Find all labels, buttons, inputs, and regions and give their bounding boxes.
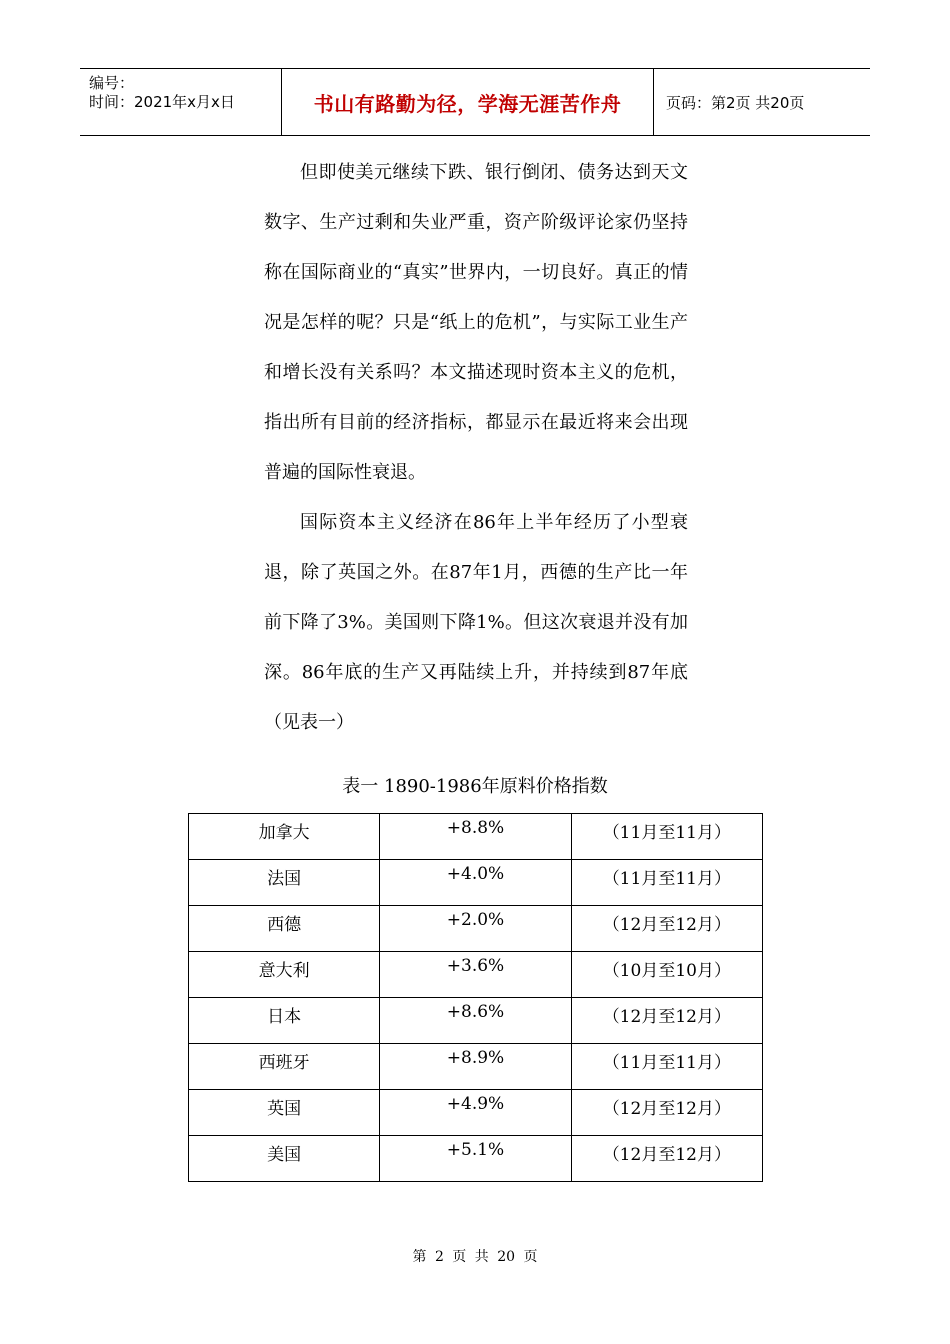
change-cell: +3.6%	[380, 952, 571, 998]
table-row	[189, 1090, 763, 1136]
country-cell: 加拿大	[189, 814, 380, 860]
document-time-label: 时间：2021年x月x日	[89, 93, 235, 111]
country-cell: 法国	[189, 860, 380, 906]
country-cell: 日本	[189, 998, 380, 1044]
price-index-table	[188, 813, 763, 1182]
country-cell: 西班牙	[189, 1044, 380, 1090]
country-cell: 意大利	[189, 952, 380, 998]
country-cell: 美国	[189, 1136, 380, 1182]
country-cell: 西德	[189, 906, 380, 952]
period-cell: （12月至12月）	[571, 1090, 762, 1136]
header-meta-cell	[80, 69, 282, 135]
change-cell: +8.8%	[380, 814, 571, 860]
table-row	[189, 906, 763, 952]
period-cell: （12月至12月）	[571, 906, 762, 952]
change-cell: +8.9%	[380, 1044, 571, 1090]
header-page-label: 页码：第2页 共20页	[666, 93, 805, 112]
header-motto: 书山有路勤为径，学海无涯苦作舟	[313, 91, 622, 116]
change-cell: +8.6%	[380, 998, 571, 1044]
table-row	[189, 860, 763, 906]
body-text	[264, 148, 688, 748]
change-cell: +5.1%	[380, 1136, 571, 1182]
change-cell: +4.0%	[380, 860, 571, 906]
change-cell: +2.0%	[380, 906, 571, 952]
paragraph: 国际资本主义经济在86年上半年经历了小型衰退，除了英国之外。在87年1月，西德的生产比一年前下降了3%。美国则下降1%。但这次衰退并没有加深。86年底的生产又再陆续上升，并持续到87年底（见表一）	[264, 512, 688, 733]
period-cell: （11月至11月）	[571, 814, 762, 860]
document-number-label: 编号：	[89, 74, 135, 92]
change-cell: +4.9%	[380, 1090, 571, 1136]
table-caption: 表一 1890-1986年原料价格指数	[342, 776, 608, 797]
period-cell: （12月至12月）	[571, 998, 762, 1044]
header-table	[80, 68, 870, 136]
period-cell: （12月至12月）	[571, 1136, 762, 1182]
table-row	[189, 1136, 763, 1182]
period-cell: （10月至10月）	[571, 952, 762, 998]
table-row	[189, 998, 763, 1044]
page-footer: 第 2 页 共 20 页	[412, 1249, 538, 1265]
period-cell: （11月至11月）	[571, 860, 762, 906]
header-motto-cell	[282, 69, 654, 135]
country-cell: 英国	[189, 1090, 380, 1136]
header-page-cell	[654, 69, 870, 135]
table-row	[189, 952, 763, 998]
table-row	[189, 1044, 763, 1090]
paragraph: 但即使美元继续下跌、银行倒闭、债务达到天文数字、生产过剩和失业严重，资产阶级评论家仍坚持称在国际商业的“真实”世界内，一切良好。真正的情况是怎样的呢？只是“纸上的危机”，与实际工业生产和增长没有关系吗？本文描述现时资本主义的危机，指出所有目前的经济指标，都显示在最近将来会出现普遍的国际性衰退。	[264, 162, 688, 483]
table-row	[189, 814, 763, 860]
period-cell: （11月至11月）	[571, 1044, 762, 1090]
